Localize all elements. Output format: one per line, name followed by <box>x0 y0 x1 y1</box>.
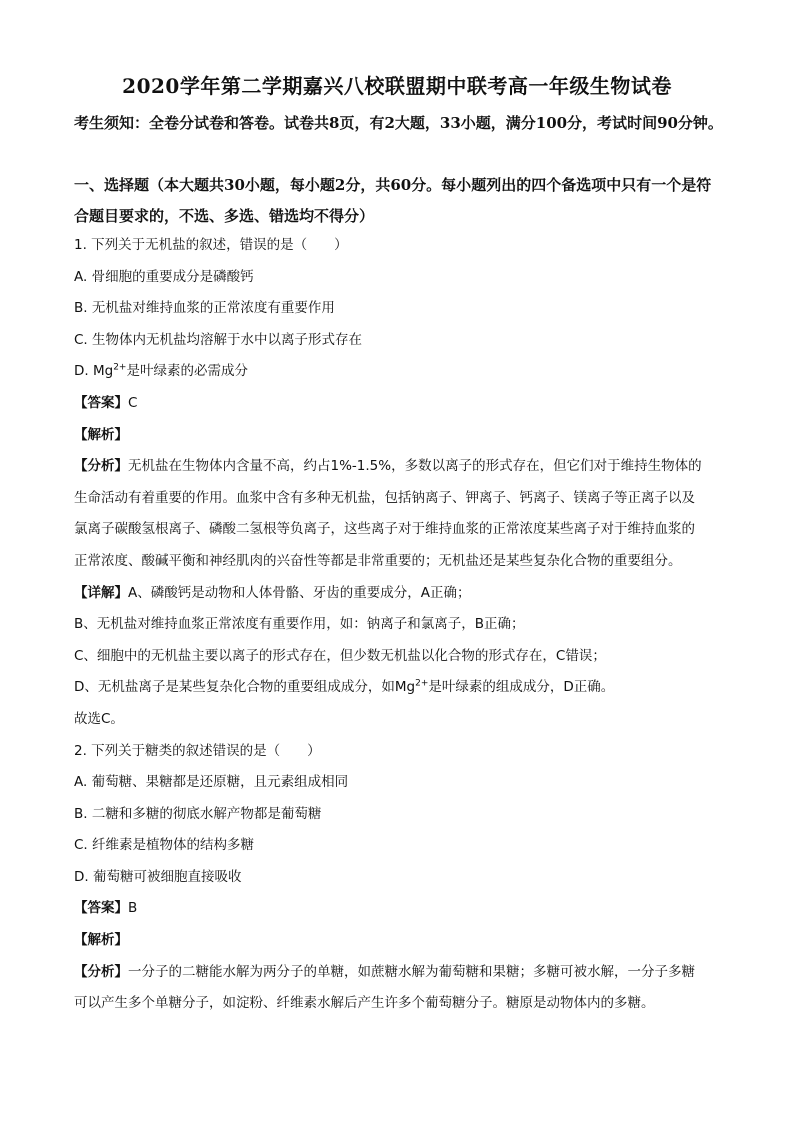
fenxi-text: 无机盐在生物体内含量不高，约占1%-1.5%，多数以离子的形式存在，但它们对于维持生物体的 <box>128 458 702 475</box>
section-heading: 一、选择题（本大题共30小题，每小题2分，共60分。每小题列出的四个备选项中只有一个是符合题目要求的，不选、多选、错选均不得分） <box>74 176 712 225</box>
question-2-analysis-tag: 【解析】 <box>74 932 128 949</box>
question-1-detail-b: B、无机盐对维持血浆正常浓度有重要作用，如：钠离子和氯离子，B正确； <box>74 616 525 633</box>
question-1-option-d <box>74 356 734 388</box>
question-2-fenxi-line-2: 可以产生多个单糖分子，如淀粉、纤维素水解后产生许多个葡萄糖分子。糖原是动物体内的多糖。 <box>74 995 655 1012</box>
question-2-stem: 2. 下列关于糖类的叙述错误的是（ ） <box>74 742 321 759</box>
fenxi-tag: 【分析】 <box>74 458 128 475</box>
detail-text: A、磷酸钙是动物和人体骨骼、牙齿的重要成分，A正确； <box>128 584 471 601</box>
option-d-text-pre: D. Mg <box>74 363 114 380</box>
question-1-detail-d <box>74 672 734 704</box>
question-content <box>74 230 734 1020</box>
question-1-option-a: A. 骨细胞的重要成分是磷酸钙 <box>74 268 254 285</box>
detail-d-text-pre: D、无机盐离子是某些复杂化合物的重要组成成分，如Mg <box>74 679 416 696</box>
question-2-option-a: A. 葡萄糖、果糖都是还原糖，且元素组成相同 <box>74 774 349 791</box>
detail-tag: 【详解】 <box>74 584 128 601</box>
question-1-fenxi-line-4: 正常浓度、酸碱平衡和神经肌肉的兴奋性等都是非常重要的；无机盐还是某些复杂化合物的重要组分。 <box>74 552 682 569</box>
answer-tag: 【答案】 <box>74 900 128 917</box>
option-d-text-post: 是叶绿素的必需成分 <box>126 363 248 380</box>
question-1-conclusion: 故选C。 <box>74 710 124 727</box>
answer-tag: 【答案】 <box>74 394 128 411</box>
question-1-answer <box>74 388 734 420</box>
question-1-detail-c: C、细胞中的无机盐主要以离子的形式存在，但少数无机盐以化合物的形式存在，C错误； <box>74 647 606 664</box>
question-1-stem: 1. 下列关于无机盐的叙述，错误的是（ ） <box>74 237 348 253</box>
answer-value: B <box>128 900 138 917</box>
question-1-detail-a <box>74 578 734 610</box>
question-1-fenxi-line-1 <box>74 451 734 483</box>
question-2-fenxi-line-1 <box>74 957 734 989</box>
question-1-analysis-tag: 【解析】 <box>74 426 128 443</box>
question-2-answer <box>74 893 734 925</box>
question-1-option-b: B. 无机盐对维持血浆的正常浓度有重要作用 <box>74 300 335 317</box>
fenxi-tag: 【分析】 <box>74 963 128 980</box>
option-d-superscript: 2+ <box>113 362 127 373</box>
question-2-option-d: D. 葡萄糖可被细胞直接吸收 <box>74 868 242 885</box>
question-1-fenxi-line-2: 生命活动有着重要的作用。血浆中含有多种无机盐，包括钠离子、钾离子、钙离子、镁离子等正离子以及 <box>74 489 695 506</box>
fenxi-text: 一分子的二糖能水解为两分子的单糖，如蔗糖水解为葡萄糖和果糖；多糖可被水解，一分子多糖 <box>128 963 695 980</box>
question-2-option-b: B. 二糖和多糖的彻底水解产物都是葡萄糖 <box>74 805 322 822</box>
detail-d-text-post: 是叶绿素的组成成分，D正确。 <box>428 679 615 696</box>
page-title: 2020学年第二学期嘉兴八校联盟期中联考高一年级生物试卷 <box>122 74 672 98</box>
question-1-option-c: C. 生物体内无机盐均溶解于水中以离子形式存在 <box>74 331 363 348</box>
question-2-option-c: C. 纤维素是植物体的结构多糖 <box>74 837 255 854</box>
detail-d-superscript: 2+ <box>415 678 429 689</box>
answer-value: C <box>128 394 138 411</box>
question-1-fenxi-line-3: 氯离子碳酸氢根离子、磷酸二氢根等负离子，这些离子对于维持血浆的正常浓度某些离子对于维持血浆的 <box>74 521 695 538</box>
exam-notice: 考生须知：全卷分试卷和答卷。试卷共8页，有2大题，33小题，满分100分，考试时间90分钟。 <box>74 114 723 132</box>
